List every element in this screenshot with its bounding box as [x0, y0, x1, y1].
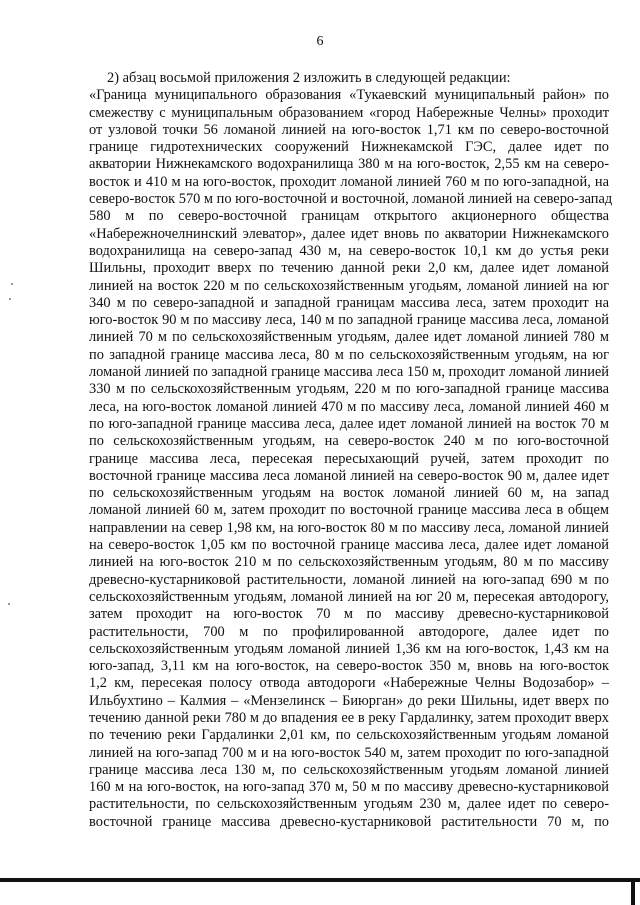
- text-line: границе массива леса, пересекая пересыхающий ручей, затем проходит по: [89, 450, 609, 467]
- text-line: сельскохозяйственным угодьям ломаной линией 1,36 км на юго-восток, 1,43 км на: [89, 640, 609, 657]
- text-line: по сельскохозяйственным угодьям, на северо-восток 240 м по юго-восточной: [89, 433, 609, 450]
- text-line: «Набережночелнинский элеватор», далее идет вновь по акватории Нижнекамского: [89, 225, 609, 242]
- text-line: 340 м по северо-западной и западной границам массива леса, затем проходит на: [89, 294, 609, 311]
- text-line: 160 м на юго-восток, на юго-запад 370 м, 50 м по массиву древесно-кустарниковой: [89, 779, 609, 796]
- text-line: растительности, по сельскохозяйственным угодьям 230 м, далее идет по северо-: [89, 796, 609, 813]
- text-line: юго-запад, 3,11 км на юго-восток, на северо-восток 350 м, вновь на юго-восток: [89, 658, 609, 675]
- text-line: сельскохозяйственным угодьям, ломаной линией на юг 20 м, пересекая автодорогу,: [89, 588, 609, 605]
- text-line: растительности, 700 м по профилированной автодороге, далее идет по: [89, 623, 609, 640]
- text-line: водохранилища на северо-запад 430 м, на северо-восток 10,1 км до устья реки: [89, 242, 609, 259]
- text-line: по западной границе массива леса, 80 м по сельскохозяйственным угодьям, на юг: [89, 346, 609, 363]
- text-line: границе массива леса 130 м, по сельскохозяйственным угодьям ломаной линией: [89, 761, 609, 778]
- text-line: по течению реки Гардалинки 2,01 км, по сельскохозяйственным угодьям ломаной: [89, 727, 609, 744]
- page-number: 6: [316, 34, 324, 49]
- text-line: восток и 410 м на юго-восток, проходит ломаной линией 760 м по юго-западной, на: [89, 173, 609, 190]
- text-line: леса, на юго-восток ломаной линией 470 м по массиву леса, ломаной линией 460 м: [89, 398, 609, 415]
- text-line: ломаной линией 60 м, затем проходит по восточной границе массива леса в общем: [89, 502, 609, 519]
- text-line: линией на юго-восток 210 м по сельскохозяйственным угодьям, 80 м по массиву: [89, 554, 609, 571]
- text-line: от узловой точки 56 ломаной линией на юго-восток 1,71 км по северо-восточной: [89, 121, 609, 138]
- text-line: северо-восток 570 м по юго-восточной и восточной, ломаной линией на северо-запад: [89, 191, 613, 208]
- scan-artifact: [8, 603, 10, 605]
- text-line: линией на восток 220 м по сельскохозяйственным угодьям, ломаной линией на юг: [89, 277, 609, 294]
- text-line: юго-восток 90 м по массиву леса, 140 м по западной границе массива леса, ломаной: [89, 312, 609, 329]
- text-line: на северо-восток 1,05 км по восточной границе массива леса, далее идет ломаной: [89, 537, 609, 554]
- text-line: 2) абзац восьмой приложения 2 изложить в следующей редакции:: [107, 70, 511, 86]
- text-line: восточной границе массива древесно-кустарниковой растительности 70 м, по: [89, 813, 609, 830]
- text-line: 1,2 км, пересекая полосу отвода автодороги «Набережные Челны Водозабор» –: [89, 675, 609, 692]
- scan-artifact: [11, 283, 13, 285]
- text-line: затем проходит на юго-восток 70 м по массиву древесно-кустарниковой: [89, 606, 609, 623]
- text-line: по юго-западной границе массива леса, далее идет ломаной линией на восток 70 м: [89, 415, 609, 432]
- text-line: ломаной линией по западной границе массива леса 150 м, проходит ломаной линией: [89, 364, 609, 381]
- text-line: линией 70 м по сельскохозяйственным угодьям, далее идет ломаной линией 780 м: [89, 329, 609, 346]
- text-line: Ильбухтино – Калмия – «Мензелинск – Биюрган» до реки Шильны, идет вверх по: [89, 692, 609, 709]
- text-line: направлении на север 1,98 км, на юго-восток 80 м по массиву леса, ломаной линией: [89, 519, 609, 536]
- text-line: «Граница муниципального образования «Тукаевский муниципальный район» по: [89, 87, 609, 104]
- text-line: границе гидротехнических сооружений Нижнекамской ГЭС, далее идет по: [89, 139, 609, 156]
- scan-edge-bottom: [0, 878, 640, 882]
- document-body: [89, 70, 613, 831]
- text-line: Шильны, проходит вверх по течению данной реки 2,0 км, далее идет ломаной: [89, 260, 609, 277]
- scan-edge-corner: [631, 878, 635, 905]
- text-line: древесно-кустарниковой растительности, ломаной линией на юго-запад 690 м по: [89, 571, 609, 588]
- text-line: смежеству с муниципальным образованием «город Набережные Челны» проходит: [89, 104, 609, 121]
- text-line: 330 м по сельскохозяйственным угодьям, 220 м по юго-западной границе массива: [89, 381, 609, 398]
- text-line: восточной границе массива леса ломаной линией на северо-восток 90 м, далее идет: [89, 467, 609, 484]
- text-line: по сельскохозяйственным угодьям на восток ломаной линией 60 м, на запад: [89, 485, 609, 502]
- text-line: акватории Нижнекамского водохранилища 380 м на юго-восток, 2,55 км на северо-: [89, 156, 609, 173]
- text-line: течению данной реки 780 м до впадения ее в реку Гардалинку, затем проходит вверх: [89, 709, 609, 726]
- text-line: линией на юго-запад 700 м и на юго-восток 540 м, затем проходит по юго-западной: [89, 744, 609, 761]
- scan-artifact: [9, 298, 11, 300]
- text-line: 580 м по северо-восточной границам открытого акционерного общества: [89, 208, 609, 225]
